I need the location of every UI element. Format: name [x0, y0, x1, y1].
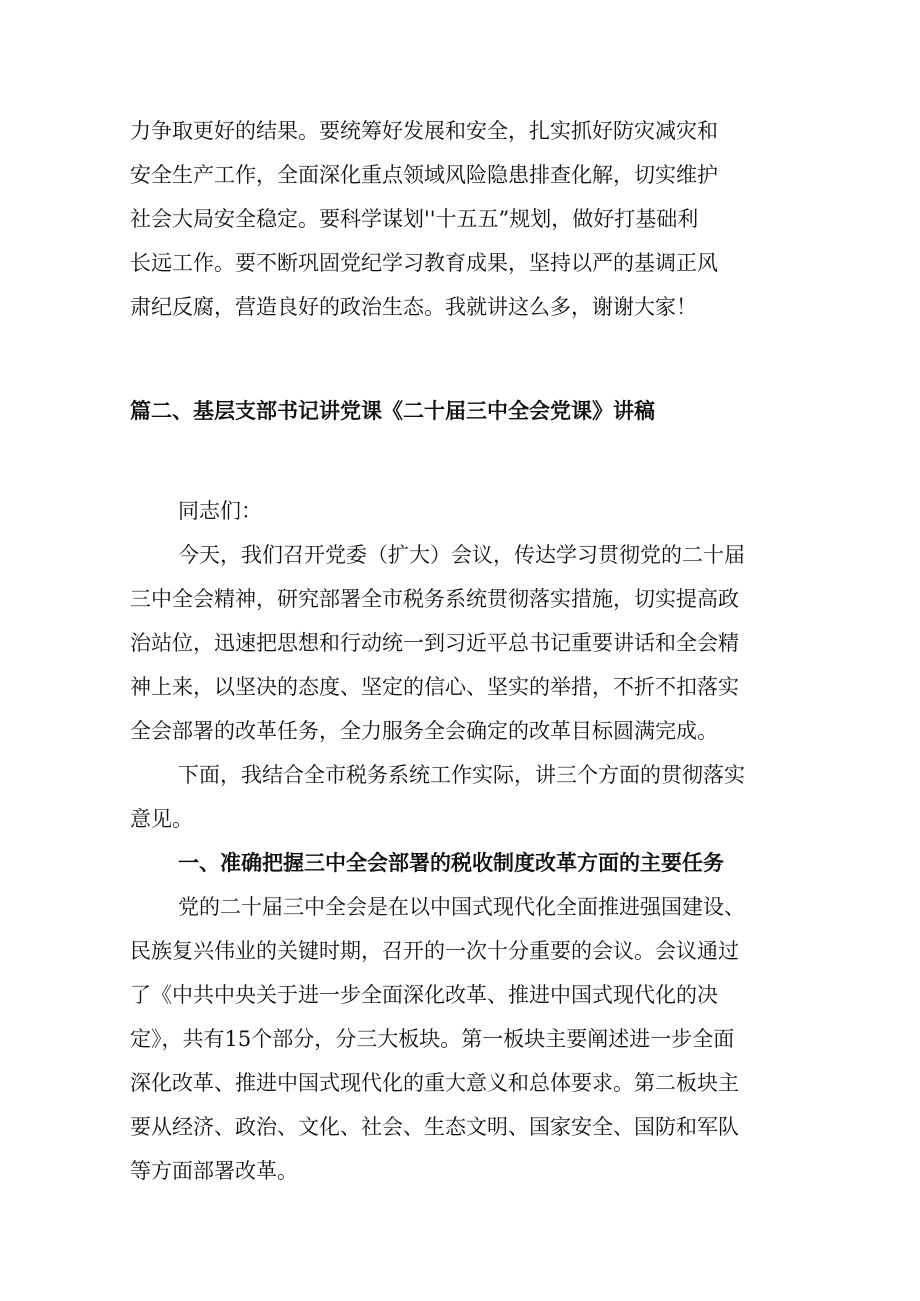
body-text-line: 等方面部署改革。	[130, 1159, 298, 1183]
body-text-line: 三中全会精神，研究部署全市税务系统贯彻落实措施，切实提高政	[130, 587, 739, 611]
body-text-line: 下面，我结合全市税务系统工作实际，讲三个方面的贯彻落实	[178, 763, 745, 787]
body-text-line: 神上来，以坚决的态度、坚定的信心、坚实的举措，不折不扣落实	[130, 675, 739, 699]
body-text-line: 肃纪反腐，营造良好的政治生态。我就讲这么多，谢谢大家！	[130, 295, 697, 319]
body-text-line: 了《中共中央关于进一步全面深化改革、推进中国式现代化的决	[130, 983, 718, 1007]
body-text-line: 意见。	[130, 807, 193, 831]
body-text-line: 深化改革、推进中国式现代化的重大意义和总体要求。第二板块主	[130, 1071, 739, 1095]
body-text-line: 定》，共有15个部分，分三大板块。第一板块主要阐述进一步全面	[130, 1027, 735, 1051]
section-heading: 一、准确把握三中全会部署的税收制度改革方面的主要任务	[178, 851, 724, 875]
body-text-line: 安全生产工作，全面深化重点领域风险隐患排查化解，切实维护	[130, 163, 718, 187]
greeting: 同志们：	[178, 499, 262, 523]
body-text-line: 治站位，迅速把思想和行动统一到习近平总书记重要讲话和全会精	[130, 631, 739, 655]
body-text-line: 社会大局安全稳定。要科学谋划''十五五”规划，做好打基础利	[130, 207, 699, 231]
body-text-line: 要从经济、政治、文化、社会、生态文明、国家安全、国防和军队	[130, 1115, 739, 1139]
body-text-line: 民族复兴伟业的关键时期，召开的一次十分重要的会议。会议通过	[130, 939, 739, 963]
body-text-line: 长远工作。要不断巩固党纪学习教育成果，坚持以严的基调正风	[130, 251, 718, 275]
body-text-line: 今天，我们召开党委（扩大）会议，传达学习贯彻党的二十届	[178, 543, 745, 567]
body-text-line: 全会部署的改革任务，全力服务全会确定的改革目标圆满完成。	[130, 719, 718, 743]
body-text-line: 力争取更好的结果。要统筹好发展和安全，扎实抓好防灾减灾和	[130, 119, 718, 143]
body-text-line: 党的二十届三中全会是在以中国式现代化全面推进强国建设、	[178, 895, 745, 919]
article-title: 篇二、基层支部书记讲党课《二十届三中全会党课》讲稿	[130, 399, 655, 423]
